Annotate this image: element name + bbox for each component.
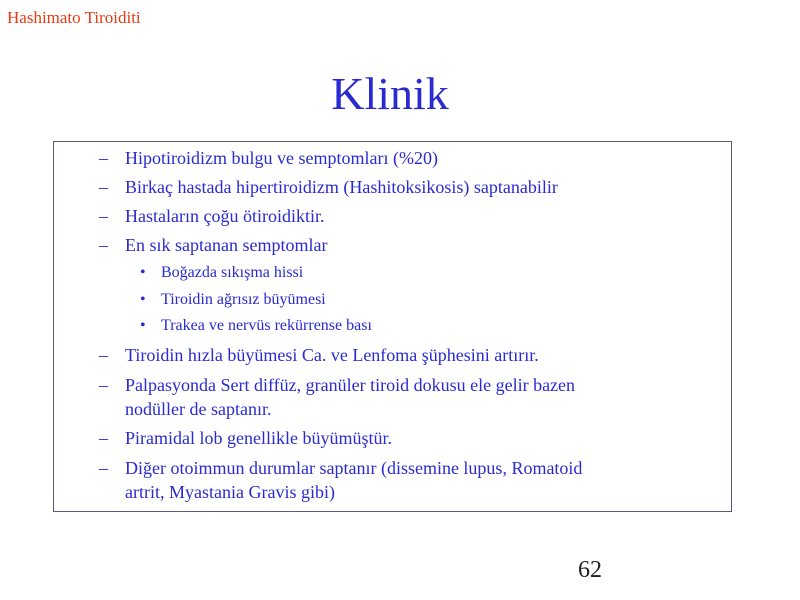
sub-bullet-text: Tiroidin ağrısız büyümesi: [161, 291, 326, 308]
page-number: 62: [578, 557, 602, 583]
bullet-text: Tiroidin hızla büyümesi Ca. ve Lenfoma şüphesini artırır.: [125, 345, 539, 365]
dot-bullet-icon: •: [140, 317, 146, 334]
dash-bullet-icon: –: [99, 206, 108, 226]
dash-bullet-icon: –: [99, 375, 108, 395]
bullet-text: Piramidal lob genellikle büyümüştür.: [125, 428, 392, 448]
slide-header-label: Hashimato Tiroiditi: [7, 8, 141, 27]
bullet-text: Birkaç hastada hipertiroidizm (Hashitoksikosis) saptanabilir: [125, 177, 558, 197]
bullet-text: Hipotiroidizm bulgu ve semptomları (%20): [125, 148, 438, 168]
dot-bullet-icon: •: [140, 291, 146, 308]
bullet-text: En sık saptanan semptomlar: [125, 235, 328, 255]
bullet-text: Palpasyonda Sert diffüz, granüler tiroid dokusu ele gelir bazen: [125, 375, 576, 395]
dash-bullet-icon: –: [99, 148, 108, 168]
dash-bullet-icon: –: [99, 177, 108, 197]
slide-title: Klinik: [331, 68, 449, 119]
bullet-text: Diğer otoimmun durumlar saptanır (dissemine lupus, Romatoid: [125, 458, 583, 478]
bullet-text: nodüller de saptanır.: [125, 399, 272, 419]
sub-bullet-text: Boğazda sıkışma hissi: [161, 264, 304, 281]
dash-bullet-icon: –: [99, 235, 108, 255]
dash-bullet-icon: –: [99, 458, 108, 478]
sub-bullet-text: Trakea ve nervüs rekürrense bası: [161, 317, 372, 334]
bullet-text: artrit, Myastania Gravis gibi): [125, 482, 335, 502]
dot-bullet-icon: •: [140, 264, 146, 281]
dash-bullet-icon: –: [99, 345, 108, 365]
bullet-text: Hastaların çoğu ötiroidiktir.: [125, 206, 325, 226]
content-box: [53, 141, 732, 512]
dash-bullet-icon: –: [99, 428, 108, 448]
